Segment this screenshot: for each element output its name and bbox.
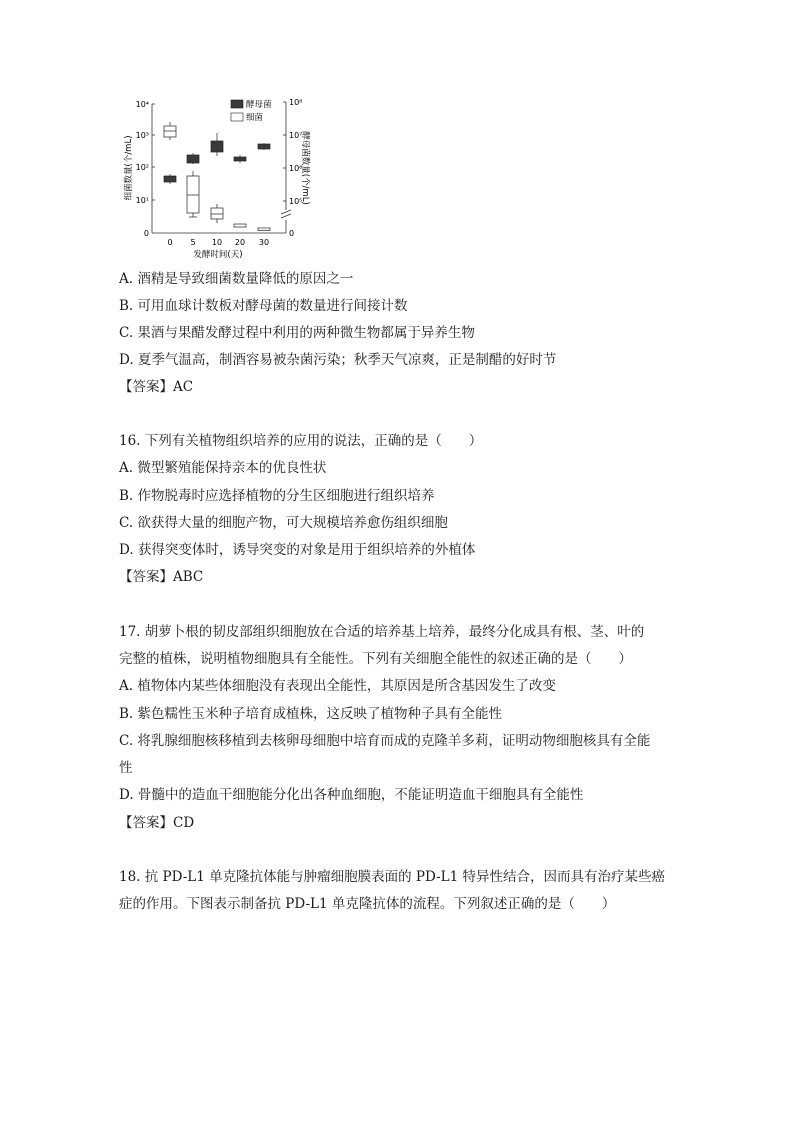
x-tick-label: 30 bbox=[258, 238, 270, 247]
q15-option-b: B. 可用血球计数板对酵母菌的数量进行间接计数 bbox=[119, 298, 408, 314]
q15-answer: 【答案】AC bbox=[119, 379, 194, 395]
x-axis-label: 发酵时间(天) bbox=[193, 250, 243, 260]
right-tick-label: 10⁶ bbox=[289, 164, 303, 173]
q16-answer: 【答案】ABC bbox=[119, 569, 204, 585]
q16-option-b: B. 作物脱毒时应选择植物的分生区细胞进行组织培养 bbox=[119, 488, 435, 504]
q18-stem-line1: 18. 抗 PD-L1 单克隆抗体能与肿瘤细胞膜表面的 PD-L1 特异性结合，因而具有治疗某些癌 bbox=[119, 869, 665, 885]
yeast-box-day5 bbox=[187, 153, 199, 164]
x-tick-label: 5 bbox=[190, 238, 196, 247]
right-tick-label: 10⁷ bbox=[289, 131, 303, 140]
bacteria-box-day10 bbox=[211, 204, 223, 223]
q17-option-c-line2: 性 bbox=[119, 760, 133, 776]
left-tick-label: 0 bbox=[143, 229, 149, 238]
left-tick-label: 10² bbox=[135, 163, 149, 172]
legend-yeast-swatch bbox=[231, 100, 243, 108]
x-tick-label: 10 bbox=[211, 238, 223, 247]
q15-option-c: C. 果酒与果醋发酵过程中利用的两种微生物都属于异养生物 bbox=[119, 325, 475, 341]
left-tick-label: 10⁴ bbox=[135, 100, 149, 109]
legend-yeast-label: 酵母菌 bbox=[246, 100, 272, 110]
left-axis-label: 细菌数量(个/mL) bbox=[124, 135, 134, 201]
yeast-box-day30 bbox=[258, 143, 270, 150]
yeast-box-day20 bbox=[234, 155, 246, 163]
bacteria-box-day30 bbox=[258, 228, 270, 231]
right-tick-label: 10⁵ bbox=[289, 197, 303, 206]
x-tick-label: 20 bbox=[234, 238, 246, 247]
axis-break-mark bbox=[281, 210, 291, 214]
bacteria-box-day5 bbox=[187, 171, 199, 217]
q17-stem-line1: 17. 胡萝卜根的韧皮部组织细胞放在合适的培养基上培养，最终分化成具有根、茎、叶的 bbox=[119, 624, 645, 640]
q16-option-c: C. 欲获得大量的细胞产物，可大规模培养愈伤组织细胞 bbox=[119, 515, 448, 531]
legend-bacteria-swatch bbox=[231, 113, 243, 121]
q15-option-d: D. 夏季气温高，制酒容易被杂菌污染；秋季天气凉爽，正是制醋的好时节 bbox=[119, 352, 557, 368]
right-tick-label: 10⁸ bbox=[289, 98, 303, 107]
q17-option-b: B. 紫色糯性玉米种子培育成植株，这反映了植物种子具有全能性 bbox=[119, 706, 503, 722]
q17-option-c-line1: C. 将乳腺细胞核移植到去核卵母细胞中培育而成的克隆羊多莉，证明动物细胞核具有全能 bbox=[119, 733, 651, 749]
yeast-box-day0 bbox=[164, 174, 176, 184]
q17-stem-line2: 完整的植株，说明植物细胞具有全能性。下列有关细胞全能性的叙述正确的是（ ） bbox=[119, 651, 632, 667]
q15-option-a: A. 酒精是导致细菌数量降低的原因之一 bbox=[119, 271, 354, 287]
left-tick-label: 10³ bbox=[135, 131, 149, 140]
q17-answer: 【答案】CD bbox=[119, 815, 195, 831]
q18-stem-line2: 症的作用。下图表示制备抗 PD-L1 单克隆抗体的流程。下列叙述正确的是（ ） bbox=[119, 896, 616, 912]
legend-bacteria-label: 细菌 bbox=[246, 113, 264, 123]
q16-option-d: D. 获得突变体时，诱导突变的对象是用于组织培养的外植体 bbox=[119, 542, 476, 558]
left-tick-label: 10¹ bbox=[135, 196, 149, 205]
right-axis-label: 酵母菌数量(个/mL) bbox=[300, 131, 310, 205]
box-plot-svg bbox=[118, 96, 308, 261]
bacteria-box-day0 bbox=[164, 122, 176, 140]
q17-option-d: D. 骨髓中的造血干细胞能分化出各种血细胞，不能证明造血干细胞具有全能性 bbox=[119, 787, 584, 803]
q16-option-a: A. 微型繁殖能保持亲本的优良性状 bbox=[119, 460, 327, 476]
axis-break-mark bbox=[281, 214, 291, 218]
fermentation-box-plot bbox=[118, 96, 308, 261]
right-tick-label: 0 bbox=[289, 229, 295, 238]
x-tick-label: 0 bbox=[167, 238, 173, 247]
bacteria-box-day20 bbox=[234, 224, 246, 227]
q16-stem: 16. 下列有关植物组织培养的应用的说法，正确的是（ ） bbox=[119, 433, 483, 449]
q17-option-a: A. 植物体内某些体细胞没有表现出全能性，其原因是所含基因发生了改变 bbox=[119, 678, 556, 694]
yeast-box-day10 bbox=[211, 133, 223, 156]
